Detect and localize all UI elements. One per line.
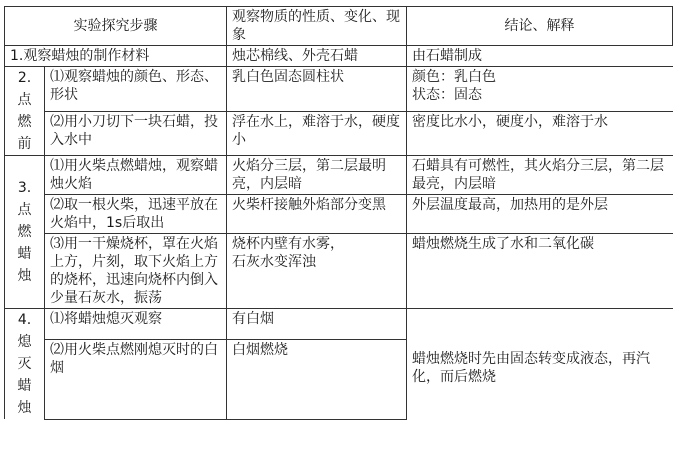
stage3-observe-1: 火焰分三层，第二层最明亮，内层暗 [227, 156, 407, 195]
stage3-row-2 [5, 195, 673, 234]
stage2-row-2 [5, 111, 673, 156]
stage4-conclusion [407, 309, 673, 420]
stage4-label-line: 灭 [17, 356, 32, 372]
header-row [5, 7, 673, 46]
stage3-label-line: 蜡 [17, 246, 32, 262]
stage2-row-1 [5, 67, 673, 112]
stage3-label-line: 3. [17, 180, 32, 196]
stage3-label-line: 燃 [17, 224, 32, 240]
stage4-label-line: 熄 [17, 334, 32, 350]
stage2-step-2: ⑵用小刀切下一块石蜡，投入水中 [45, 111, 227, 156]
stage3-label [5, 156, 45, 309]
materials-observe: 烛芯棉线、外壳石蜡 [227, 46, 407, 67]
stage2-observe-1: 乳白色固态圆柱状 [227, 67, 407, 112]
header-conclusion: 结论、解释 [407, 7, 673, 46]
stage3-observe-3: 烧杯内壁有水雾， 石灰水变浑浊 [227, 234, 407, 309]
stage3-step-3: ⑶用一干燥烧杯，罩在火焰上方，片刻，取下火焰上方的烧杯，迅速向烧杯内倒入少量石灰水，振荡 [45, 234, 227, 309]
stage4-step-2 [45, 339, 227, 419]
stage3-row-1 [5, 156, 673, 195]
stage3-observe-2: 火柴杆接触外焰部分变黑 [227, 195, 407, 234]
stage2-label-line: 点 [17, 92, 32, 108]
experiment-table [4, 6, 673, 420]
stage3-row-3 [5, 234, 673, 309]
stage3-step-1: ⑴用火柴点燃蜡烛，观察蜡烛火焰 [45, 156, 227, 195]
stage3-label-line: 点 [17, 202, 32, 218]
materials-step: 1.观察蜡烛的制作材料 [5, 46, 227, 67]
stage2-label [5, 67, 45, 156]
header-step: 实验探究步骤 [5, 7, 227, 46]
stage3-label-line: 烛 [17, 268, 32, 284]
materials-conclusion: 由石蜡制成 [407, 46, 673, 67]
stage4-label [5, 309, 45, 420]
stage4-step-2-text: ⑵用火柴点燃刚熄灭时的白烟 [50, 341, 218, 376]
stage2-conclusion-2: 密度比水小，硬度小，难溶于水 [407, 111, 673, 156]
stage4-observe-2: 白烟燃烧 [227, 339, 407, 419]
stage3-step-2: ⑵取一根火柴，迅速平放在火焰中，1s后取出 [45, 195, 227, 234]
stage2-label-line: 2. [17, 70, 32, 86]
stage3-conclusion-2: 外层温度最高，加热用的是外层 [407, 195, 673, 234]
stage2-conclusion-1: 颜色：乳白色 状态：固态 [407, 67, 673, 112]
header-observe: 观察物质的性质、变化、现象 [227, 7, 407, 46]
stage2-label-line: 前 [17, 136, 32, 152]
stage4-observe-1: 有白烟 [227, 309, 407, 340]
stage4-step-1: ⑴将蜡烛熄灭观察 [45, 309, 227, 340]
stage2-step-1: ⑴观察蜡烛的颜色、形态、形状 [45, 67, 227, 112]
stage4-label-line: 蜡 [17, 378, 32, 394]
stage4-conclusion-text: 蜡烛燃烧时先由固态转变成液态，再汽化，而后燃烧 [412, 351, 650, 385]
stage4-row-1 [5, 309, 673, 340]
row-materials [5, 46, 673, 67]
stage4-label-line: 烛 [17, 400, 32, 416]
stage3-conclusion-3: 蜡烛燃烧生成了水和二氧化碳 [407, 234, 673, 309]
stage3-conclusion-1: 石蜡具有可燃性，其火焰分三层，第二层最亮，内层暗 [407, 156, 673, 195]
stage2-label-line: 燃 [17, 114, 32, 130]
stage4-label-line: 4. [17, 312, 32, 328]
stage2-observe-2: 浮在水上，难溶于水，硬度小 [227, 111, 407, 156]
